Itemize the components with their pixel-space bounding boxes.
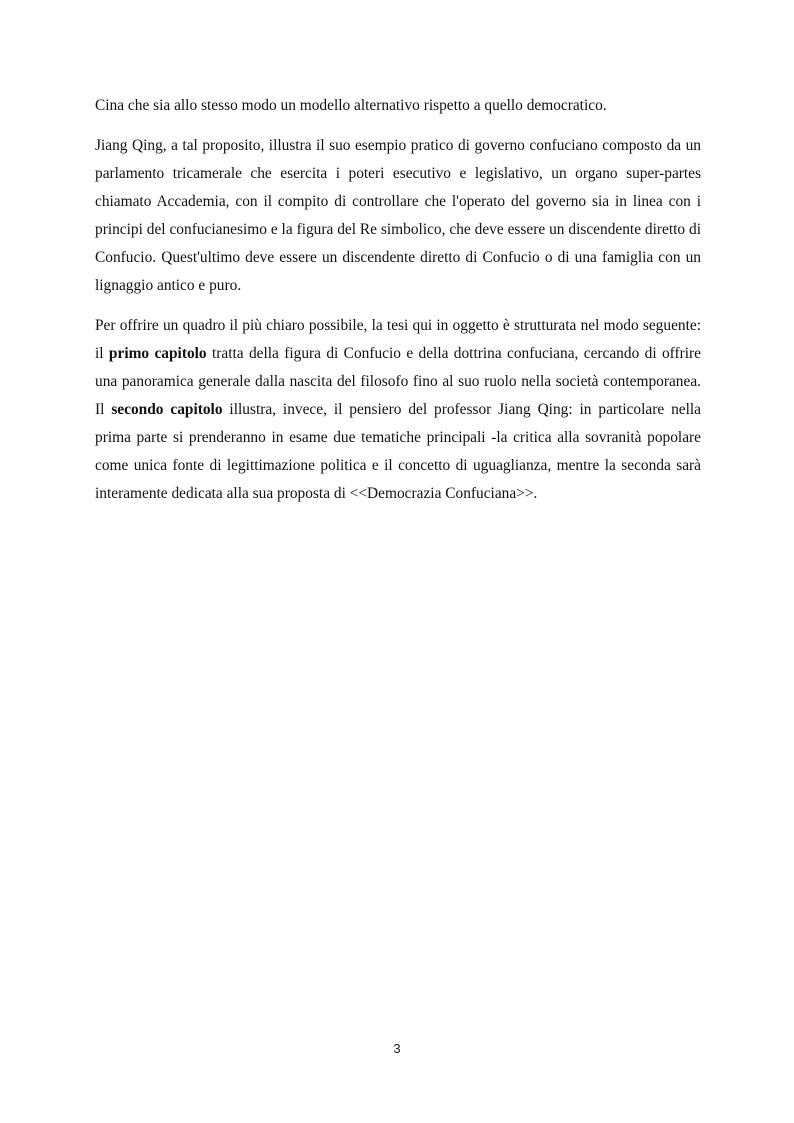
body-text [95,92,701,508]
first-chapter-emphasis: primo capitolo [108,345,207,362]
paragraph-3-lead: Per offrire un quadro il più chiaro possibile, la tesi qui in oggetto è strutturata nel modo seguente: il [95,317,701,362]
paragraph-3 [95,312,701,508]
second-chapter-emphasis: secondo capitolo [111,401,223,418]
paragraph-3-middle: tratta della figura di Confucio e della dottrina confuciana, cercando di offrire una panoramica generale dalla nascita del filosofo fino al suo ruolo nella società contemporanea. Il [95,345,701,418]
page-number: 3 [393,1041,401,1056]
paragraph-2: Jiang Qing, a tal proposito, illustra il suo esempio pratico di governo confuciano composto da un parlamento tricamerale che esercita i poteri esecutivo e legislativo, un organo super-partes chiamato Accademia, con il compito di controllare che l'operato del governo sia in linea con i principi del confucianesimo e la figura del Re simbolico, che deve essere un discendente diretto di Confucio. Quest'ultimo deve essere un discendente diretto di Confucio o di una famiglia con un lignaggio antico e puro. [95,137,701,294]
paragraph-1: Cina che sia allo stesso modo un modello alternativo rispetto a quello democratico. [95,97,607,114]
paragraph-3-tail: illustra, invece, il pensiero del professor Jiang Qing: in particolare nella prima parte si prenderanno in esame due tematiche principali -la critica alla sovranità popolare come unica fonte di legittimazione politica e il concetto di uguaglianza, mentre la seconda sarà interamente dedicata alla sua proposta di <<Democrazia Confuciana>>. [95,401,701,502]
